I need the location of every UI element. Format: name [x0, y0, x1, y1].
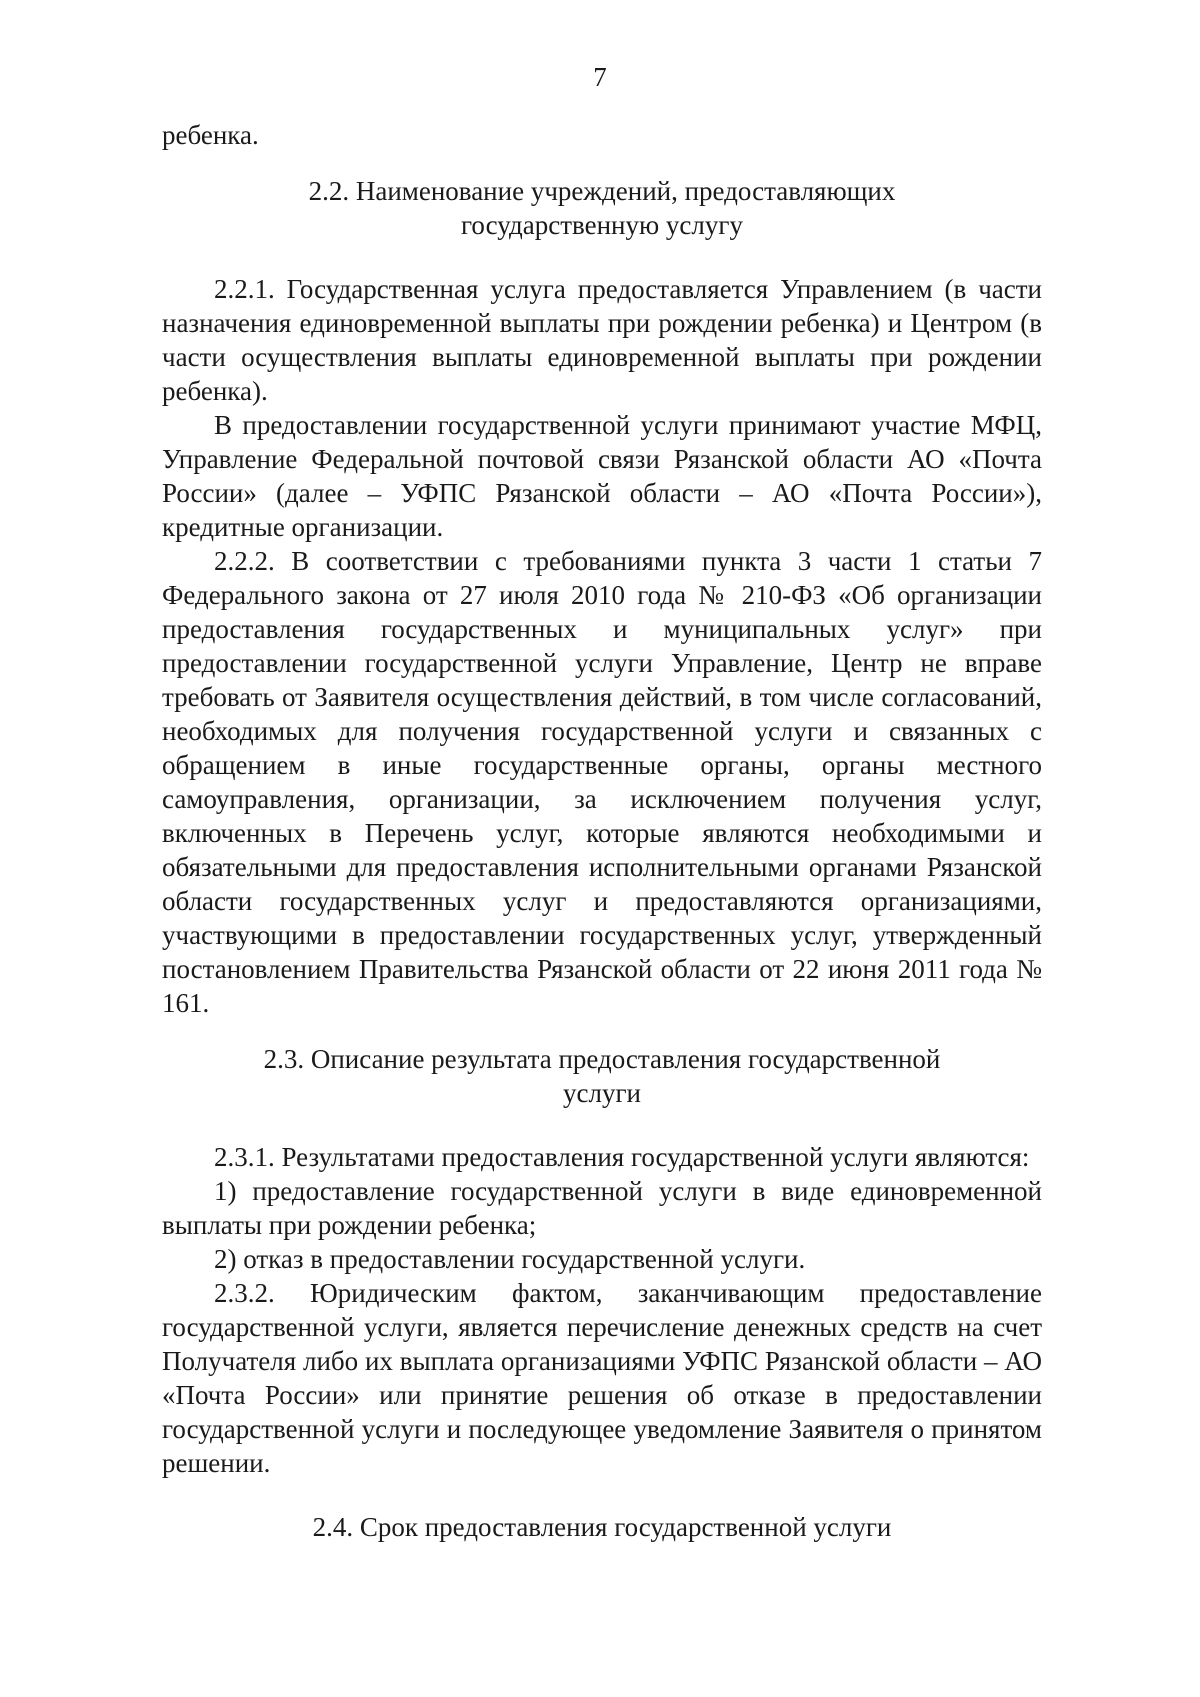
section-heading-2-2-line1: 2.2. Наименование учреждений, предоставляющих: [308, 176, 896, 206]
paragraph-2-2-1: 2.2.1. Государственная услуга предоставляется Управлением (в части назначения единовременной выплаты при рождении ребенка) и Центром (в части осуществления выплаты единовременной выплаты при рождении ребенка).: [162, 274, 1042, 406]
document-body: [162, 118, 1042, 1544]
paragraph-2-3-1-item-2: 2) отказ в предоставлении государственной услуги.: [214, 1244, 806, 1274]
section-heading-2-2-line2: государственную услугу: [461, 210, 743, 240]
paragraph-2-3-1-item-1: 1) предоставление государственной услуги в виде единовременной выплаты при рождении ребенка;: [162, 1176, 1042, 1240]
page-number: 7: [593, 62, 607, 92]
section-heading-2-3-line1: 2.3. Описание результата предоставления государственной: [263, 1044, 941, 1074]
section-heading-2-4: 2.4. Срок предоставления государственной услуги: [312, 1512, 892, 1542]
paragraph-2-3-2: 2.3.2. Юридическим фактом, заканчивающим предоставление государственной услуги, является перечисление денежных средств на счет Получателя либо их выплата организациями УФПС Рязанской области – АО «Почта России» или принятие решения об отказе в предоставлении государственной услуги и последующее уведомление Заявителя о принятом решении.: [162, 1278, 1042, 1478]
paragraph-2-2-1-participants: В предоставлении государственной услуги принимают участие МФЦ, Управление Федеральной почтовой связи Рязанской области АО «Почта России» (далее – УФПС Рязанской области – АО «Почта России»), кредитные организации.: [162, 410, 1042, 542]
paragraph-2-2-2: 2.2.2. В соответствии с требованиями пункта 3 части 1 статьи 7 Федерального закона от 27 июля 2010 года № 210-ФЗ «Об организации предоставления государственных и муниципальных услуг» при предоставлении государственной услуги Управление, Центр не вправе требовать от Заявителя осуществления действий, в том числе согласований, необходимых для получения государственной услуги и связанных с обращением в иные государственные органы, органы местного самоуправления, организации, за исключением получения услуг, включенных в Перечень услуг, которые являются необходимыми и обязательными для предоставления исполнительными органами Рязанской области государственных услуг и предоставляются организациями, участвующими в предоставлении государственных услуг, утвержденный постановлением Правительства Рязанской области от 22 июня 2011 года № 161.: [162, 546, 1042, 1018]
paragraph-2-3-1: 2.3.1. Результатами предоставления государственной услуги являются:: [214, 1142, 1030, 1172]
paragraph-continuation: ребенка.: [162, 120, 259, 150]
section-heading-2-3-line2: услуги: [563, 1078, 641, 1108]
